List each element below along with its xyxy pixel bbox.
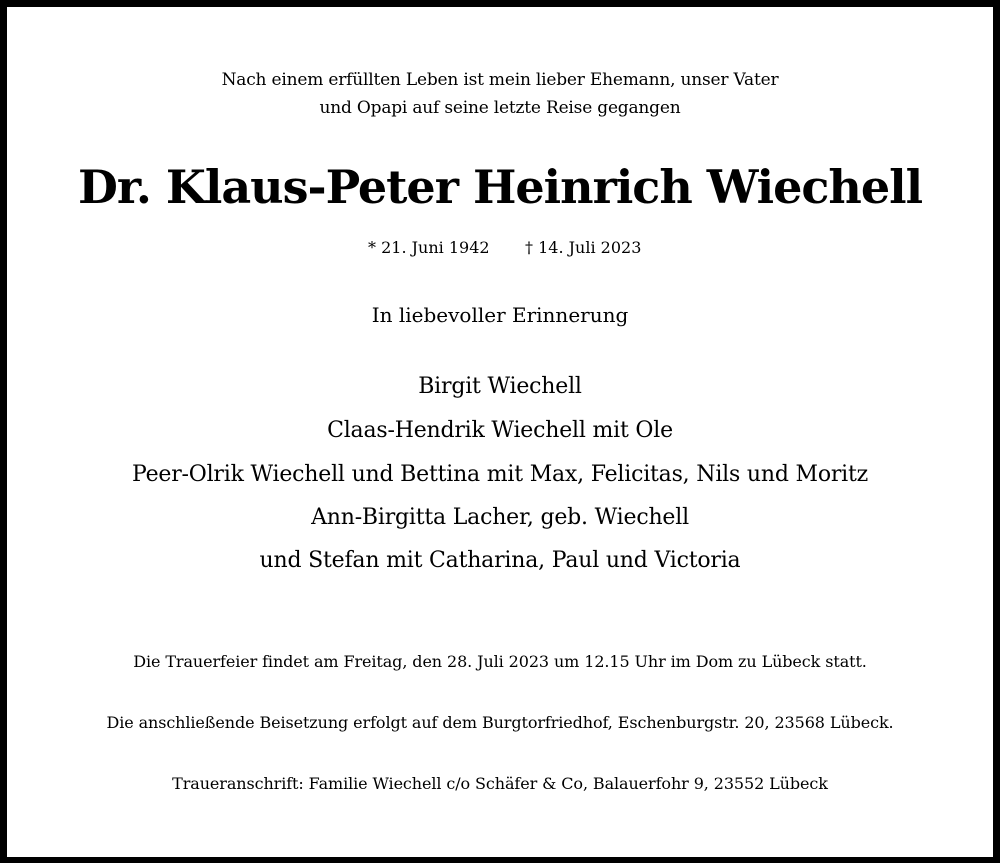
intro-line-1: Nach einem erfüllten Leben ist mein lieber Ehemann, unser Vater [221,70,779,90]
mourner-line-1: Birgit Wiechell [418,374,582,399]
birth-date: * 21. Juni 1942 [368,238,490,257]
funeral-info: Die Trauerfeier findet am Freitag, den 28. Juli 2023 um 12.15 Uhr im Dom zu Lübeck statt. [133,652,867,671]
mourner-line-5: und Stefan mit Catharina, Paul und Victoria [259,548,741,573]
life-dates [0,240,1000,260]
mourner-line-3: Peer-Olrik Wiechell und Bettina mit Max, Felicitas, Nils und Moritz [131,462,869,487]
death-date: † 14. Juli 2023 [525,238,642,257]
mourning-address: Traueranschrift: Familie Wiechell c/o Schäfer & Co, Balauerfohr 9, 23552 Lübeck [172,774,828,793]
intro-line-2: und Opapi auf seine letzte Reise gegangen [319,98,681,118]
deceased-name: Dr. Klaus-Peter Heinrich Wiechell [77,160,923,214]
mourner-line-4: Ann-Birgitta Lacher, geb. Wiechell [311,505,689,530]
remembrance-line: In liebevoller Erinnerung [371,303,629,327]
burial-info: Die anschließende Beisetzung erfolgt auf dem Burgtorfriedhof, Eschenburgstr. 20, 23568 Lübeck. [106,713,894,732]
mourner-line-2: Claas-Hendrik Wiechell mit Ole [327,418,673,443]
